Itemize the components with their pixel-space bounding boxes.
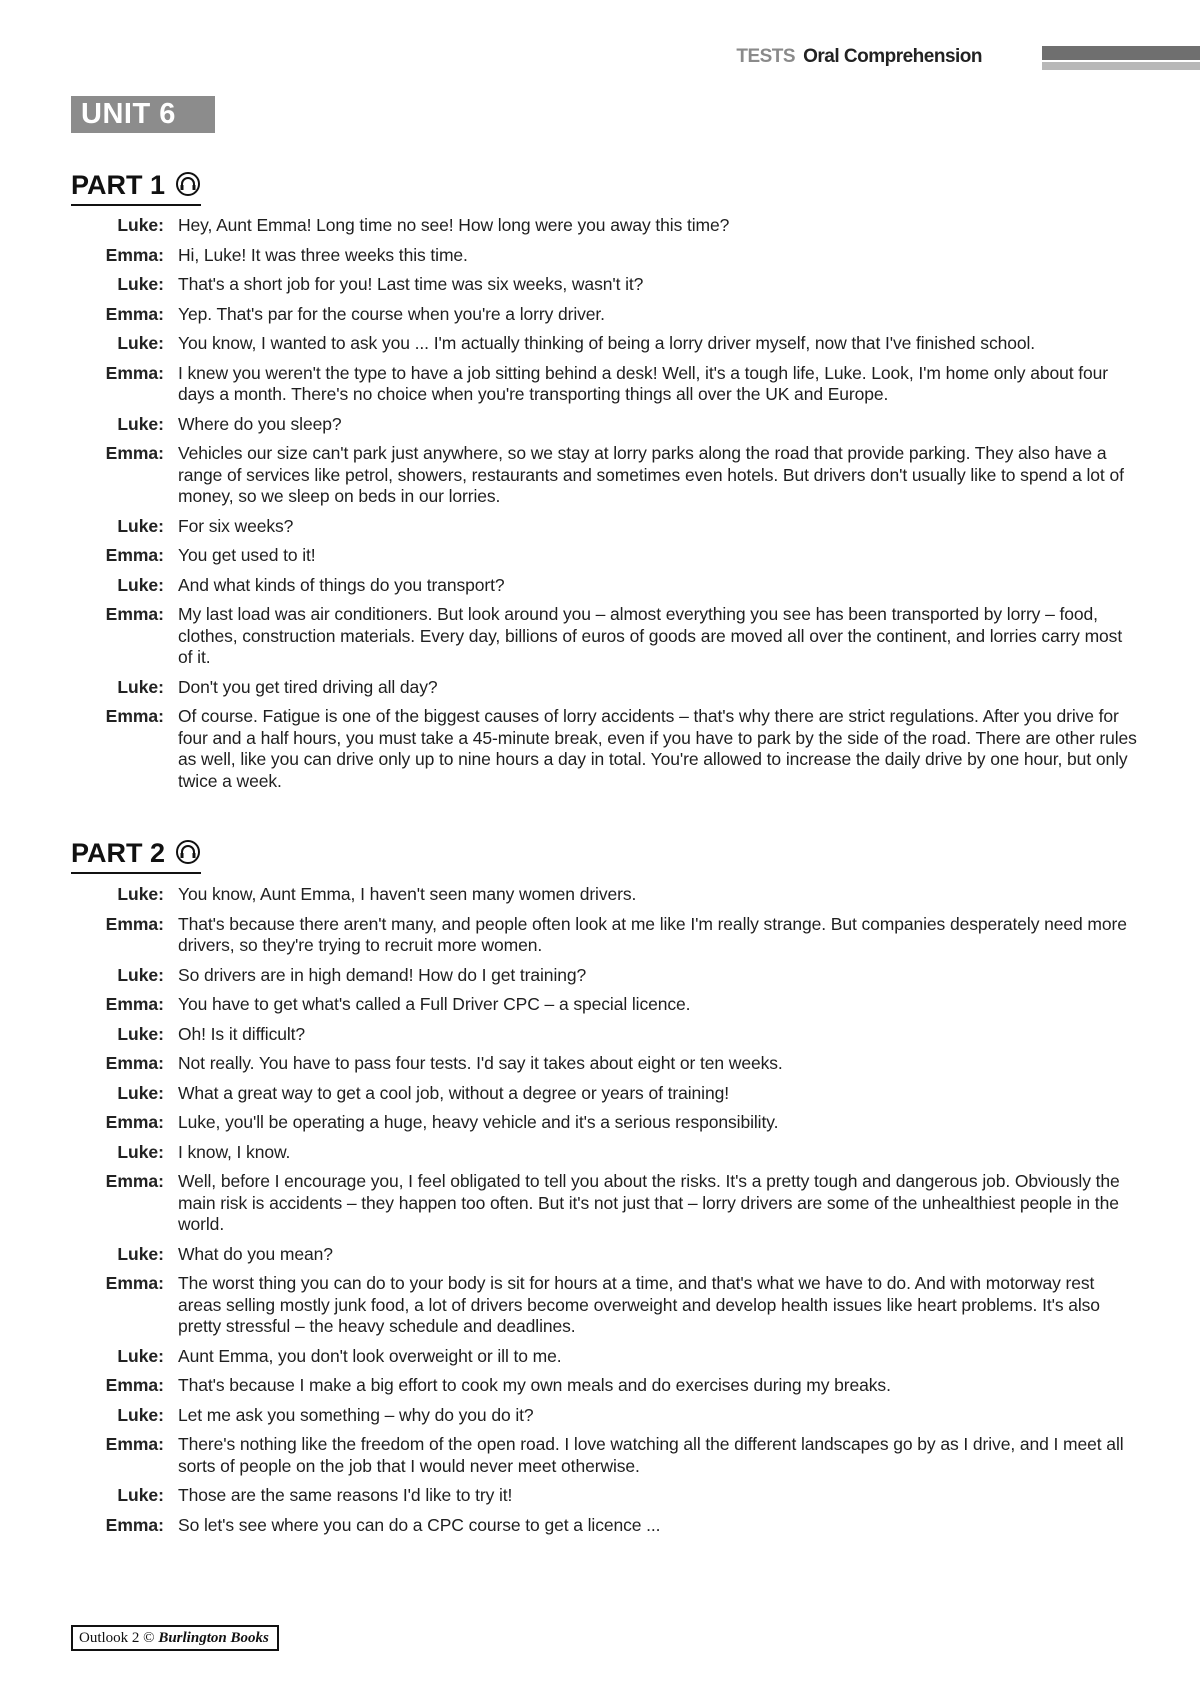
header-text [736,46,982,68]
dialogue-line [0,215,1200,237]
dialogue-line [0,363,1200,406]
speaker-label: Emma: [105,1273,164,1293]
speaker-label: Emma: [105,706,164,726]
dialogue-line [0,414,1200,436]
footer-book: Outlook 2 [79,1630,140,1646]
speaker-label: Luke: [117,274,164,294]
speaker-label: Emma: [105,362,164,383]
dialogue-line [0,1112,1200,1134]
speaker-label: Emma: [105,1112,164,1132]
speaker-label: Luke: [117,1485,164,1505]
dialogue-line [0,1053,1200,1075]
speaker-label: Luke: [117,413,164,434]
speaker-label: Luke: [117,964,164,985]
dialogue-text: Hey, Aunt Emma! Long time no see! How long were you away this time? [178,215,730,235]
speaker-label: Luke: [117,1141,164,1162]
speaker-label: Luke: [117,574,164,595]
speaker-label: Luke: [117,515,164,536]
speaker-label: Luke: [117,1404,164,1425]
dialogue-text: Of course. Fatigue is one of the biggest causes of lorry accidents – that's why there are strict regulations. After you drive for four and a half hours, you must take a 45-minute break, even if you have to park by the side of the road. There are other rules as well, like you can drive only up to nine hours a day in total. You're allowed to increase the daily drive by one hour, but only twice a week. [178,706,1137,791]
footer-credit [71,1625,279,1651]
dialogue-line [0,677,1200,699]
dialogue-text: That's because I make a big effort to cook my own meals and do exercises during my breaks. [178,1375,891,1395]
dialogue-line [0,1434,1200,1477]
part2-heading [71,838,201,874]
dialogue-line [0,1346,1200,1368]
dialogue-line [0,245,1200,267]
dialogue-line [0,443,1200,508]
dialogue-line [0,1273,1200,1338]
speaker-label: Luke: [117,1082,164,1103]
speaker-label: Emma: [105,604,164,624]
dialogue-line [0,1375,1200,1397]
footer-publisher: Burlington Books [158,1630,269,1646]
dialogue-text: Aunt Emma, you don't look overweight or ill to me. [178,1345,562,1366]
dialogue-text: Not really. You have to pass four tests. I'd say it takes about eight or ten weeks. [178,1053,783,1073]
dialogue-text: You have to get what's called a Full Driver CPC – a special licence. [178,994,691,1014]
footer-copyright: © [143,1630,155,1646]
dialogue-text: Let me ask you something – why do you do it? [178,1404,534,1425]
dialogue-line [0,1142,1200,1164]
dialogue-text: There's nothing like the freedom of the open road. I love watching all the different landscapes go by as I drive, and I meet all sorts of people on the job that I would never meet otherwise. [178,1434,1124,1476]
dialogue-text: My last load was air conditioners. But look around you – almost everything you see has been transported by lorry – food, clothes, construction materials. Every day, billions of euros of goods are moved all over the continent, and lorries carry most of it. [178,604,1123,667]
dialogue-text: What do you mean? [178,1243,333,1264]
dialogue-text: For six weeks? [178,515,294,536]
dialogue-text: Well, before I encourage you, I feel obligated to tell you about the risks. It's a pretty tough and dangerous job. Obviously the main risk is accidents – they happen too often. But it's not just that – lorry drivers are some of the unhealthiest people in the world. [178,1171,1120,1234]
dialogue-text: Hi, Luke! It was three weeks this time. [178,244,468,265]
dialogue-line [0,1024,1200,1046]
speaker-label: Emma: [105,1514,164,1535]
header-bar-light [1042,62,1200,70]
dialogue-text: Oh! Is it difficult? [178,1023,306,1044]
dialogue-text: Vehicles our size can't park just anywhere, so we stay at lorry parks along the road that provide parking. They also have a range of services like petrol, showers, restaurants and sometimes even hotels. But drivers don't usually like to spend a lot of money, so we sleep on beds in our lorries. [178,443,1124,506]
dialogue-line [0,884,1200,906]
dialogue-line [0,994,1200,1016]
dialogue-text: Where do you sleep? [178,413,342,434]
speaker-label: Emma: [105,913,164,934]
speaker-label: Emma: [105,1053,164,1073]
unit-title: UNIT 6 [71,96,215,133]
dialogue-text: That's because there aren't many, and people often look at me like I'm really strange. But companies desperately need more drivers, so they're trying to recruit more women. [178,913,1127,955]
speaker-label: Luke: [117,884,164,904]
headphones-icon [175,171,201,203]
dialogue-text: So let's see where you can do a CPC course to get a licence ... [178,1514,661,1535]
dialogue-text: That's a short job for you! Last time was six weeks, wasn't it? [178,274,644,294]
headphones-icon [175,839,201,871]
speaker-label: Emma: [105,244,164,265]
dialogue-text: The worst thing you can do to your body is sit for hours at a time, and that's what we have to do. And with motorway rest areas selling mostly junk food, a lot of drivers become overweight and develop health issues like heart problems. It's also pretty stressful – the heavy schedule and deadlines. [178,1273,1100,1336]
speaker-label: Luke: [117,333,164,353]
dialogue-line [0,1171,1200,1236]
speaker-label: Emma: [105,994,164,1014]
dialogue-text: You know, Aunt Emma, I haven't seen many women drivers. [178,884,637,904]
part1-heading [71,170,201,206]
speaker-label: Luke: [117,1243,164,1264]
speaker-label: Emma: [105,1375,164,1395]
speaker-label: Emma: [105,1434,164,1454]
speaker-label: Emma: [105,303,164,324]
dialogue-line [0,914,1200,957]
dialogue-line [0,965,1200,987]
dialogue-line [0,604,1200,669]
speaker-label: Luke: [117,1023,164,1044]
speaker-label: Emma: [105,545,164,565]
dialogue-line [0,1515,1200,1537]
part2-title: PART 2 [71,838,166,868]
dialogue-line [0,1083,1200,1105]
dialogue-text: I know, I know. [178,1141,291,1162]
header-title: Oral Comprehension [803,46,982,67]
part1-dialogue [0,215,1200,800]
dialogue-text: What a great way to get a cool job, without a degree or years of training! [178,1082,729,1103]
speaker-label: Luke: [117,1345,164,1366]
dialogue-text: Don't you get tired driving all day? [178,676,438,697]
dialogue-line [0,304,1200,326]
dialogue-text: Those are the same reasons I'd like to try it! [178,1485,513,1505]
dialogue-text: Yep. That's par for the course when you're a lorry driver. [178,303,605,324]
dialogue-line [0,1244,1200,1266]
dialogue-line [0,274,1200,296]
page-header [0,46,1200,76]
speaker-label: Emma: [105,1171,164,1191]
header-section: TESTS [736,46,796,67]
speaker-label: Luke: [117,676,164,697]
dialogue-text: So drivers are in high demand! How do I get training? [178,964,587,985]
dialogue-text: And what kinds of things do you transport? [178,574,505,595]
speaker-label: Luke: [117,215,164,235]
dialogue-line [0,545,1200,567]
header-bar-dark [1042,46,1200,60]
dialogue-text: I knew you weren't the type to have a job sitting behind a desk! Well, it's a tough life, Luke. Look, I'm home only about four days a month. There's no choice when you're transporting things all over the UK and Europe. [178,362,1109,404]
dialogue-line [0,333,1200,355]
dialogue-line [0,1485,1200,1507]
part1-title: PART 1 [71,170,166,200]
dialogue-line [0,1405,1200,1427]
dialogue-text: Luke, you'll be operating a huge, heavy vehicle and it's a serious responsibility. [178,1112,779,1132]
dialogue-text: You get used to it! [178,545,316,565]
dialogue-line [0,706,1200,792]
part2-dialogue [0,884,1200,1544]
dialogue-line [0,516,1200,538]
speaker-label: Emma: [105,443,164,463]
dialogue-text: You know, I wanted to ask you ... I'm actually thinking of being a lorry driver myself, now that I've finished school. [178,333,1036,353]
dialogue-line [0,575,1200,597]
